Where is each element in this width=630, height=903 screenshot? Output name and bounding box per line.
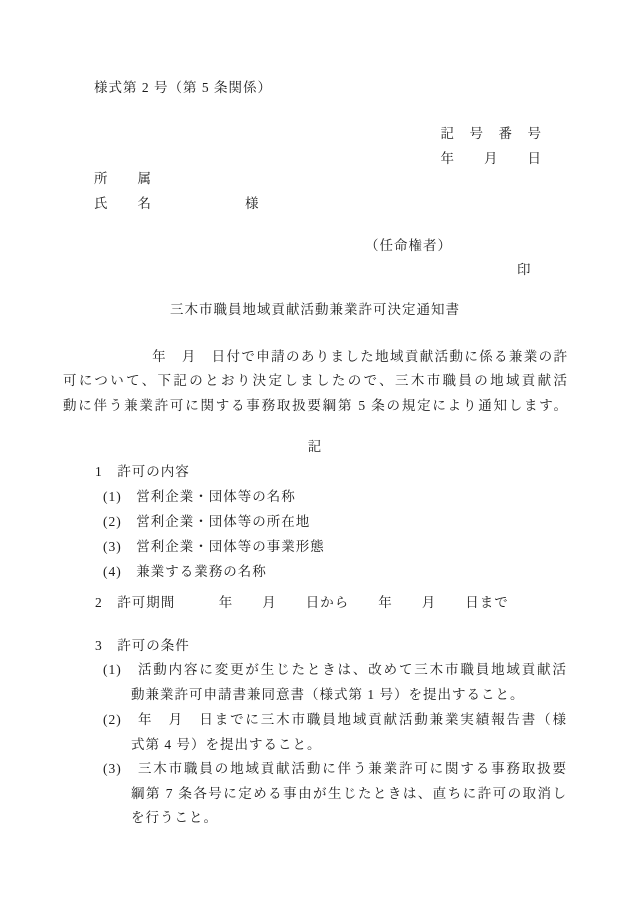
body-paragraph-line: 年 月 日付で申請のありました地域貢献活動に係る兼業の許 bbox=[63, 349, 568, 364]
section-conditions-item-line: 式第 4 号）を提出すること。 bbox=[131, 737, 322, 752]
document-title: 三木市職員地域貢献活動兼業許可決定通知書 bbox=[170, 302, 460, 317]
section-content-heading: 1 許可の内容 bbox=[95, 464, 190, 479]
date-label: 年 月 日 bbox=[440, 151, 542, 166]
body-paragraph-line: 動に伴う兼業許可に関する事務取扱要綱第 5 条の規定により通知します。 bbox=[63, 398, 568, 413]
appointing-authority-label: （任命権者） bbox=[365, 238, 452, 253]
honorific-label: 様 bbox=[245, 196, 260, 211]
seal-label: 印 bbox=[517, 262, 532, 277]
section-content-item: (1) 営利企業・団体等の名称 bbox=[103, 489, 296, 504]
section-conditions-item-line: を行うこと。 bbox=[131, 810, 218, 825]
reference-number-label: 記 号 番 号 bbox=[440, 126, 542, 141]
section-conditions-item-line: 動兼業許可申請書兼同意書（様式第 1 号）を提出すること。 bbox=[131, 687, 525, 702]
section-conditions-item-line: (3) 三木市職員の地域貢献活動に伴う兼業許可に関する事務取扱要 bbox=[103, 761, 567, 776]
section-conditions-item-line: 綱第 7 条各号に定める事由が生じたときは、直ちに許可の取消し bbox=[131, 786, 567, 801]
record-marker: 記 bbox=[307, 439, 323, 454]
form-number-label: 様式第 2 号（第 5 条関係） bbox=[94, 80, 272, 95]
section-period-line: 2 許可期間 年 月 日から 年 月 日まで bbox=[95, 595, 509, 610]
body-paragraph-line: 可について、下記のとおり決定しましたので、三木市職員の地域貢献活 bbox=[63, 373, 568, 388]
section-content-item: (3) 営利企業・団体等の事業形態 bbox=[103, 539, 325, 554]
section-content-item: (2) 営利企業・団体等の所在地 bbox=[103, 514, 311, 529]
section-conditions-item-line: (2) 年 月 日までに三木市職員地域貢献活動兼業実績報告書（様 bbox=[103, 712, 567, 727]
affiliation-label: 所 属 bbox=[94, 171, 152, 186]
section-content-item: (4) 兼業する業務の名称 bbox=[103, 564, 267, 579]
name-label: 氏 名 bbox=[94, 196, 152, 211]
section-conditions-heading: 3 許可の条件 bbox=[95, 638, 190, 653]
section-conditions-item-line: (1) 活動内容に変更が生じたときは、改めて三木市職員地域貢献活 bbox=[103, 662, 567, 677]
